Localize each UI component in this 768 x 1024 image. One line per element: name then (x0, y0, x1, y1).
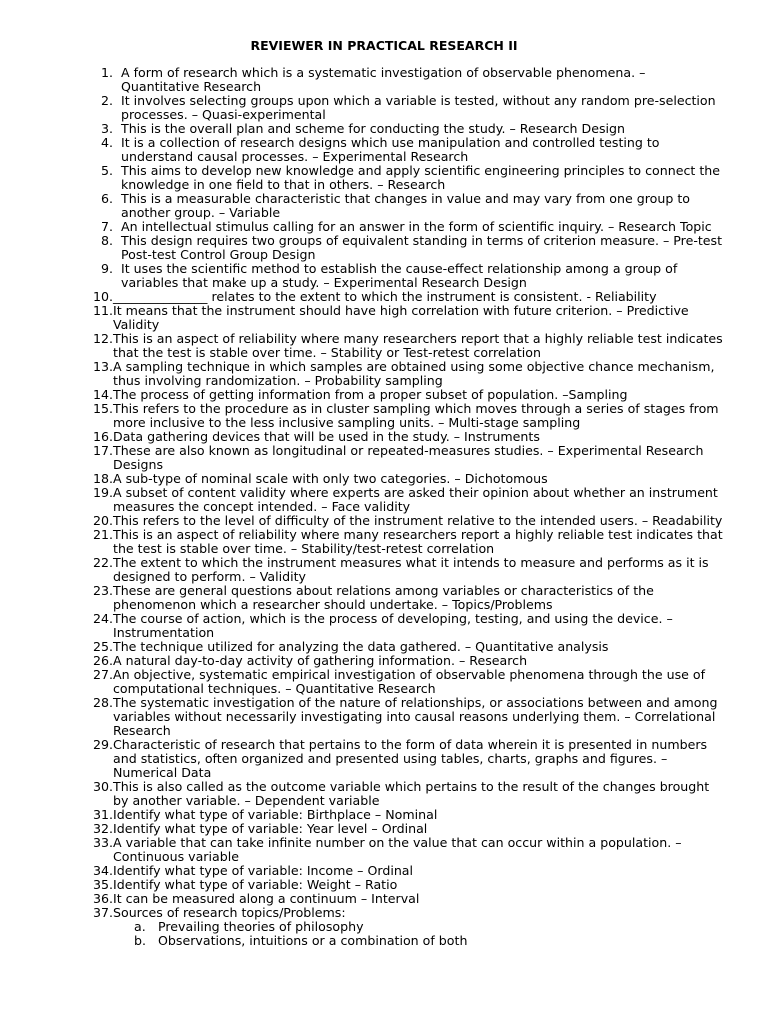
list-item (84, 164, 724, 192)
item-text: Identify what type of variable: Weight – Ratio (113, 877, 398, 892)
item-number: 37. (92, 905, 113, 920)
item-number: 7. (100, 219, 113, 234)
item-text: This is a measurable characteristic that changes in value and may vary from one group to another group. – Variable (121, 191, 690, 220)
item-number: 18. (92, 471, 113, 486)
list-item (84, 738, 724, 780)
item-text: This design requires two groups of equivalent standing in terms of criterion measure. – Pre-test Post-test Control Group Design (121, 233, 723, 262)
item-number: 2. (100, 93, 113, 108)
list-item (84, 906, 724, 920)
item-number: 33. (92, 835, 113, 850)
list-item (84, 66, 724, 94)
item-number: 15. (92, 401, 113, 416)
item-text: This is an aspect of reliability where many researchers report a highly reliable test indicates that the test is stable over time. – Stability/test-retest correlation (113, 527, 723, 556)
item-text: Identify what type of variable: Income – Ordinal (113, 863, 414, 878)
item-text: The systematic investigation of the nature of relationships, or associations between and among variables without necessarily investigating into causal reasons underlying them. – Correlational Research (113, 695, 718, 738)
item-text: Identify what type of variable: Year level – Ordinal (113, 821, 428, 836)
item-text: This is also called as the outcome variable which pertains to the result of the changes brought by another variable. – Dependent variable (113, 779, 710, 808)
item-text: Identify what type of variable: Birthplace – Nominal (113, 807, 438, 822)
item-text: A sampling technique in which samples are obtained using some objective chance mechanism, thus involving randomization. – Probability sampling (113, 359, 715, 388)
list-item (84, 878, 724, 892)
list-item (84, 472, 724, 486)
item-number: 28. (92, 695, 113, 710)
item-number: 29. (92, 737, 113, 752)
item-text: It uses the scientific method to establish the cause-effect relationship among a group of variables that make up a study. – Experimental Research Design (121, 261, 678, 290)
list-item (84, 556, 724, 584)
item-number: 35. (92, 877, 113, 892)
item-number: 26. (92, 653, 113, 668)
item-text: These are also known as longitudinal or repeated-measures studies. – Experimental Research Designs (113, 443, 704, 472)
sub-list (113, 920, 724, 948)
list-item (84, 332, 724, 360)
item-number: 13. (92, 359, 113, 374)
list-item (84, 836, 724, 864)
item-number: 32. (92, 821, 113, 836)
item-number: 12. (92, 331, 113, 346)
list-item (84, 696, 724, 738)
sub-list-wrapper (84, 920, 724, 948)
item-number: 11. (92, 303, 113, 318)
item-text: A sub-type of nominal scale with only two categories. – Dichotomous (113, 471, 548, 486)
item-number: 6. (100, 191, 113, 206)
list-item (84, 612, 724, 640)
item-text: This refers to the level of difficulty of the instrument relative to the intended users. – Readability (113, 513, 723, 528)
item-number: 16. (92, 429, 113, 444)
list-item (84, 864, 724, 878)
list-item (84, 262, 724, 290)
item-number: 30. (92, 779, 113, 794)
item-text: It is a collection of research designs which use manipulation and controlled testing to understand causal processes. – Experimental Research (121, 135, 660, 164)
item-number: 5. (100, 163, 113, 178)
item-text: The extent to which the instrument measures what it intends to measure and performs as it is designed to perform. – Validity (113, 555, 709, 584)
list-item (84, 290, 724, 304)
item-number: 20. (92, 513, 113, 528)
item-text: These are general questions about relations among variables or characteristics of the phenomenon which a researcher should undertake. – Topics/Problems (113, 583, 654, 612)
item-text: The process of getting information from a proper subset of population. –Sampling (113, 387, 628, 402)
list-item (84, 122, 724, 136)
item-text: It means that the instrument should have high correlation with future criterion. – Predictive Validity (113, 303, 689, 332)
item-text: It involves selecting groups upon which a variable is tested, without any random pre-selection processes. – Quasi-experimental (121, 93, 716, 122)
item-text: Data gathering devices that will be used in the study. – Instruments (113, 429, 540, 444)
item-text: A subset of content validity where experts are asked their opinion about whether an instrument measures the concept intended. – Face validity (113, 485, 718, 514)
item-text: The technique utilized for analyzing the data gathered. – Quantitative analysis (113, 639, 609, 654)
list-item (84, 514, 724, 528)
list-item (84, 444, 724, 472)
item-number: 27. (92, 667, 113, 682)
item-text: This is an aspect of reliability where many researchers report that a highly reliable test indicates that the test is stable over time. – Stability or Test-retest correlation (113, 331, 723, 360)
sub-item-letter: a. (134, 919, 146, 934)
sub-item-text: Prevailing theories of philosophy (158, 919, 364, 934)
question-list (84, 66, 724, 948)
sub-item-text: Observations, intuitions or a combination of both (158, 933, 468, 948)
list-item (84, 388, 724, 402)
list-item (84, 892, 724, 906)
list-item (84, 780, 724, 808)
item-number: 10. (92, 289, 113, 304)
sub-list-item (134, 920, 724, 934)
item-number: 25. (92, 639, 113, 654)
item-number: 4. (100, 135, 113, 150)
item-text: A form of research which is a systematic investigation of observable phenomena. – Quantitative Research (121, 65, 646, 94)
item-text: This refers to the procedure as in cluster sampling which moves through a series of stages from more inclusive to the less inclusive sampling units. – Multi-stage sampling (113, 401, 719, 430)
list-item (84, 402, 724, 430)
item-text: An intellectual stimulus calling for an answer in the form of scientific inquiry. – Research Topic (121, 219, 712, 234)
item-text: A natural day-to-day activity of gathering information. – Research (113, 653, 528, 668)
item-number: 19. (92, 485, 113, 500)
item-number: 8. (100, 233, 113, 248)
sub-list-item (134, 934, 724, 948)
item-text: Sources of research topics/Problems: (113, 905, 346, 920)
item-text: An objective, systematic empirical investigation of observable phenomena through the use of computational techniques. – Quantitative Research (113, 667, 706, 696)
item-number: 9. (100, 261, 113, 276)
list-item (84, 528, 724, 556)
list-item (84, 220, 724, 234)
item-text: The course of action, which is the process of developing, testing, and using the device. – Instrumentation (113, 611, 673, 640)
item-text: A variable that can take infinite number on the value that can occur within a population. – Continuous variable (113, 835, 682, 864)
item-number: 17. (92, 443, 113, 458)
item-text: _______________ relates to the extent to which the instrument is consistent. - Reliability (113, 289, 657, 304)
list-item (84, 584, 724, 612)
list-item (84, 136, 724, 164)
sub-item-letter: b. (134, 933, 146, 948)
item-text: This is the overall plan and scheme for conducting the study. – Research Design (121, 121, 626, 136)
item-text: It can be measured along a continuum – Interval (113, 891, 420, 906)
list-item (84, 654, 724, 668)
list-item (84, 430, 724, 444)
list-item (84, 304, 724, 332)
document-title: REVIEWER IN PRACTICAL RESEARCH II (250, 38, 518, 53)
list-item (84, 640, 724, 654)
item-number: 36. (92, 891, 113, 906)
list-item (84, 360, 724, 388)
list-item (84, 234, 724, 262)
list-item (84, 192, 724, 220)
item-number: 3. (100, 121, 113, 136)
list-item (84, 668, 724, 696)
item-number: 24. (92, 611, 113, 626)
item-number: 1. (100, 65, 113, 80)
list-item (84, 822, 724, 836)
item-number: 14. (92, 387, 113, 402)
item-number: 21. (92, 527, 113, 542)
list-item (84, 486, 724, 514)
item-text: Characteristic of research that pertains to the form of data wherein it is presented in numbers and statistics, often organized and presented using tables, charts, graphs and figures. – Numerical Data (113, 737, 708, 780)
item-text: This aims to develop new knowledge and apply scientific engineering principles to connect the knowledge in one field to that in others. – Research (121, 163, 721, 192)
item-number: 23. (92, 583, 113, 598)
item-number: 31. (92, 807, 113, 822)
item-number: 22. (92, 555, 113, 570)
list-item (84, 808, 724, 822)
item-number: 34. (92, 863, 113, 878)
list-item (84, 94, 724, 122)
